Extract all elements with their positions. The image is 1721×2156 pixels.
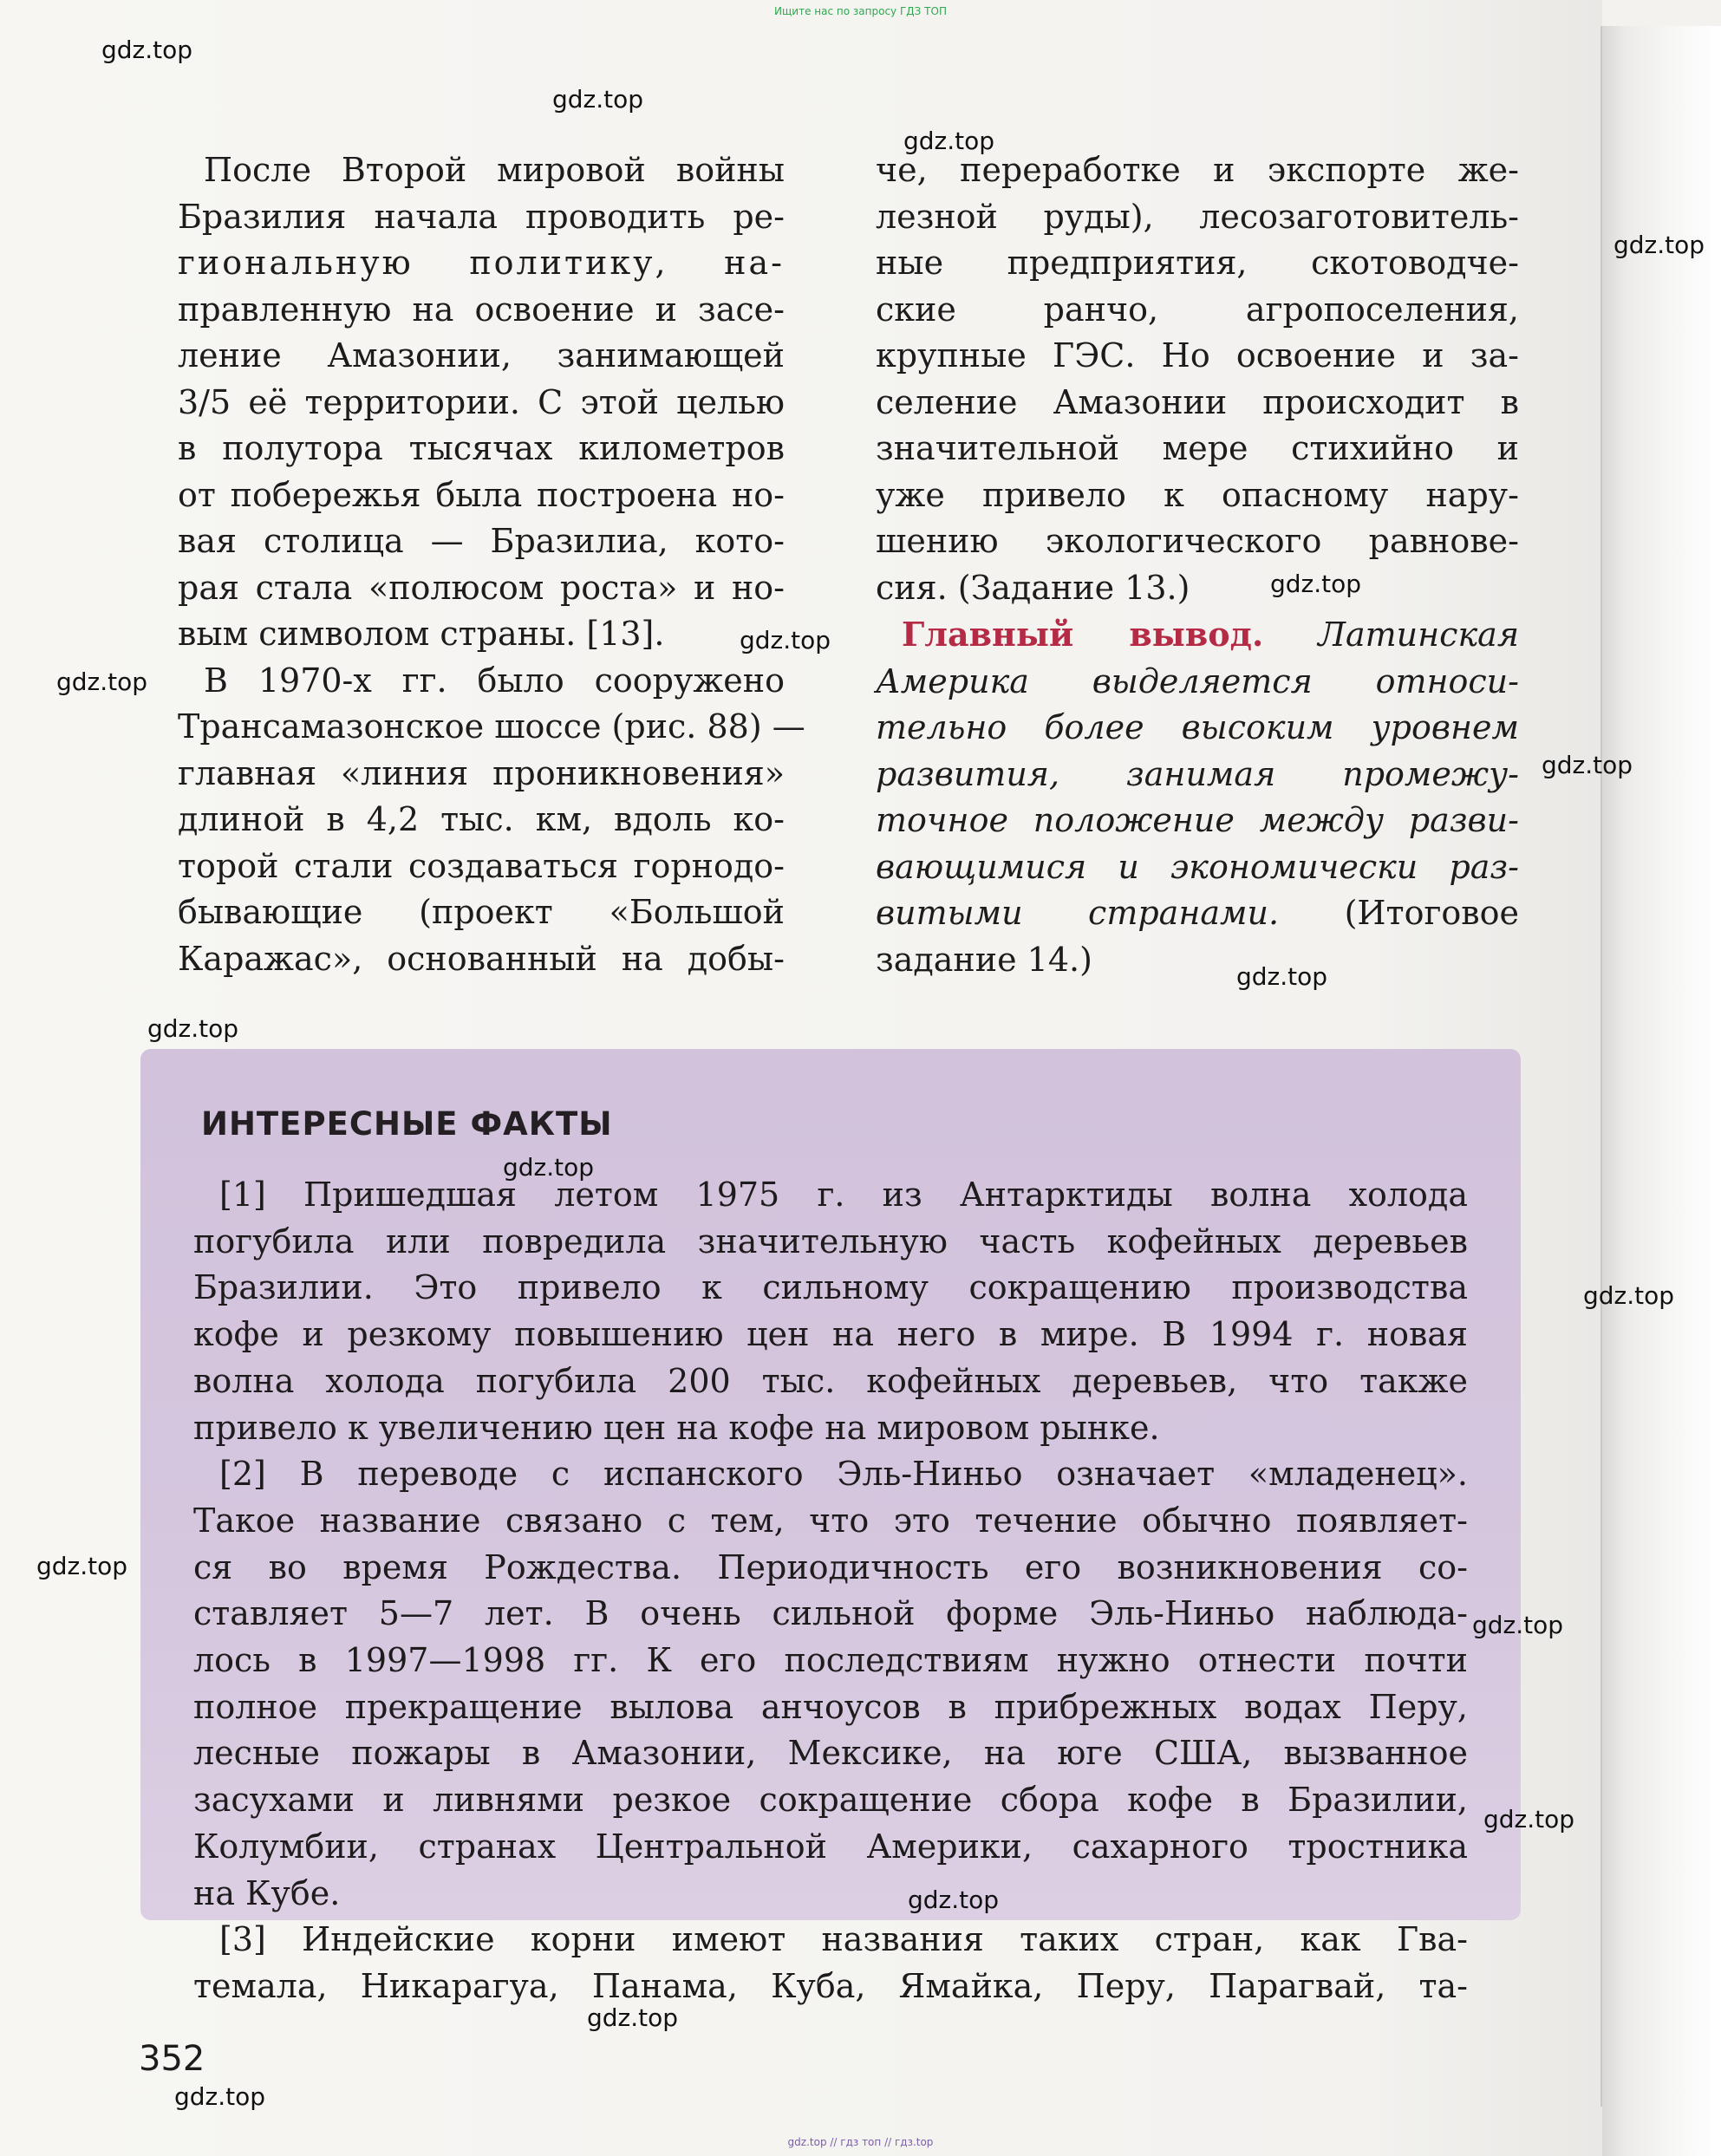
watermark: gdz.top (1236, 962, 1328, 991)
text-line: Трансамазонское шоссе (рис. 88) — (178, 707, 805, 746)
text-line: че, переработке и экспорте же- (876, 151, 1519, 189)
header-note: Ищите нас по запросу ГДЗ ТОП (774, 5, 947, 17)
facts-line: Колумбии, странах Центральной Америки, сахарного тростника (193, 1827, 1468, 1866)
text-line: торой стали создаваться горнодо- (178, 846, 785, 885)
text-line: ление Амазонии, занимающей (178, 336, 785, 375)
watermark: gdz.top (1483, 1805, 1575, 1834)
right-column (876, 147, 1519, 983)
page-number: 352 (139, 2039, 205, 2079)
text-line: Каражас», основанный на добы- (178, 939, 785, 978)
text-line: гиональную политику, на- (178, 244, 785, 282)
facts-line: темала, Никарагуа, Панама, Куба, Ямайка, Перу, Парагвай, та- (193, 1966, 1468, 2005)
facts-line: [3] Индейские корни имеют названия таких стран, как Гва- (219, 1920, 1468, 1959)
facts-line: волна холода погубила 200 тыс. кофейных деревьев, что также (193, 1361, 1468, 1400)
text-line: После Второй мировой войны (204, 151, 785, 189)
facts-line: погубила или повредила значительную часть кофейных деревьев (193, 1221, 1468, 1260)
footer-note: gdz.top // гдз топ // гдз.top (787, 2136, 934, 2148)
facts-line: на Кубе. (193, 1873, 341, 1912)
facts-line: [1] Пришедшая летом 1975 г. из Антарктиды волна холода (219, 1176, 1468, 1214)
text-line: селение Амазонии происходит в (876, 382, 1519, 421)
conclusion-line (876, 611, 1519, 659)
text-line: бывающие (проект «Большой (178, 893, 785, 931)
conclusion-line: вающимися и экономически раз- (876, 847, 1519, 886)
text-line: Бразилия начала проводить ре- (178, 197, 785, 236)
text-line: ные предприятия, скотоводче- (876, 244, 1519, 282)
conclusion-line: задание 14.) (876, 940, 1092, 979)
conclusion-line: Америка выделяется относи- (876, 661, 1519, 700)
conclusion-line: тельно более высоким уровнем (876, 708, 1519, 746)
text-line: ские ранчо, агропоселения, (876, 290, 1519, 329)
conclusion-line: точное положение между разви- (876, 801, 1519, 839)
facts-line: лось в 1997—1998 гг. К его последствиям нужно отнести почти (193, 1641, 1468, 1680)
facts-line: Такое название связано с тем, что это течение обычно появляет- (193, 1501, 1468, 1540)
watermark: gdz.top (101, 36, 193, 64)
watermark: gdz.top (147, 1014, 239, 1043)
watermark: gdz.top (36, 1552, 128, 1580)
facts-line: Бразилии. Это привело к сильному сокращению производства (193, 1268, 1468, 1307)
text-line: сия. (Задание 13.) (876, 568, 1190, 607)
facts-line: засухами и ливнями резкое сокращение сбора кофе в Бразилии, (193, 1781, 1468, 1820)
text-line: в полутора тысячах километров (178, 429, 785, 467)
text-line: В 1970-х гг. было сооружено (204, 661, 785, 700)
watermark: gdz.top (740, 626, 831, 655)
watermark: gdz.top (908, 1886, 1000, 1914)
text-line: 3/5 её территории. С этой целью (178, 382, 785, 421)
watermark: gdz.top (1613, 231, 1705, 259)
watermark: gdz.top (1270, 570, 1362, 598)
facts-body (193, 1172, 1468, 2010)
watermark: gdz.top (1542, 751, 1633, 779)
conclusion-line: развития, занимая промежу- (876, 754, 1519, 793)
watermark: gdz.top (1583, 1281, 1675, 1310)
facts-line: лесные пожары в Амазонии, Мексике, на юге США, вызванное (193, 1734, 1468, 1773)
watermark: gdz.top (1472, 1611, 1564, 1639)
text-line: значительной мере стихийно и (876, 429, 1519, 467)
facts-title: ИНТЕРЕСНЫЕ ФАКТЫ (201, 1105, 613, 1143)
facts-line: привело к увеличению цен на кофе на мировом рынке. (193, 1408, 1160, 1447)
text-line: рая стала «полюсом роста» и но- (178, 568, 785, 607)
facts-line: [2] В переводе с испанского Эль-Ниньо означает «младенец». (219, 1455, 1468, 1494)
conclusion-line (876, 890, 1519, 937)
watermark: gdz.top (587, 2003, 679, 2032)
watermark: gdz.top (174, 2082, 266, 2111)
conclusion-heading: Главный вывод. (902, 615, 1264, 654)
text-line: вым символом страны. [13]. (178, 615, 665, 653)
facts-line: полное прекращение вылова анчоусов в прибрежных водах Перу, (193, 1687, 1468, 1726)
text-line: длиной в 4,2 тыс. км, вдоль ко- (178, 800, 785, 838)
text-line: уже привело к опасному нару- (876, 475, 1519, 514)
text-line: крупные ГЭС. Но освоение и за- (876, 336, 1519, 375)
watermark: gdz.top (552, 85, 644, 114)
page-edge (1602, 26, 1721, 2156)
conclusion-text: витыми странами. (876, 894, 1280, 932)
text-line: шению экологического равнове- (876, 522, 1519, 560)
conclusion-task: (Итоговое (1344, 894, 1519, 932)
watermark: gdz.top (56, 668, 148, 696)
text-line: вая столица — Бразилиа, кото- (178, 522, 785, 560)
text-line: лезной руды), лесозаготовитель- (876, 197, 1519, 236)
facts-line: кофе и резкому повышению цен на него в мире. В 1994 г. новая (193, 1315, 1468, 1354)
conclusion-text: Латинская (1318, 616, 1519, 654)
text-line: правленную на освоение и засе- (178, 290, 785, 329)
facts-line: ся во время Рождества. Периодичность его возникновения со- (193, 1547, 1468, 1586)
watermark: gdz.top (503, 1153, 595, 1182)
watermark: gdz.top (903, 127, 995, 155)
text-line: от побережья была построена но- (178, 475, 785, 514)
facts-line: ставляет 5—7 лет. В очень сильной форме Эль-Ниньо наблюда- (193, 1594, 1468, 1633)
text-line: главная «линия проникновения» (178, 753, 785, 792)
